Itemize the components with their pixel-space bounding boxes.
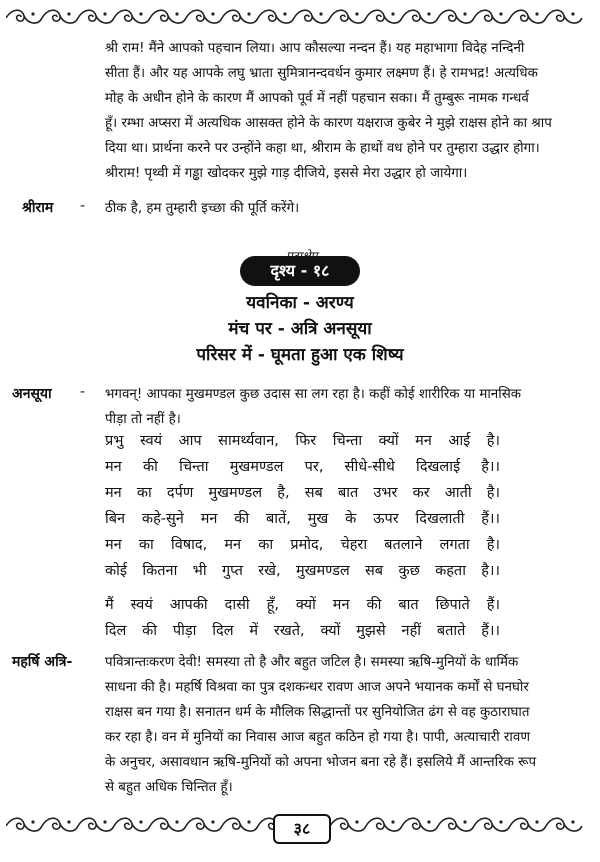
speaker-dash: - — [80, 384, 86, 400]
paragraph-line: श्री राम! मैंने आपको पहचान लिया। आप कौसल्या नन्दन हैं। यह महाभागा विदेह नन्दिनी — [105, 41, 525, 56]
verse-stanza-2 — [105, 592, 500, 644]
verse-line: प्रभु स्वयं आप सामर्थ्यवान, फिर चिन्ता क्यों मन आई है। — [105, 433, 500, 449]
atri-dialogue — [105, 650, 575, 800]
top-paragraph — [105, 36, 575, 186]
dialogue-line: साधना की है। महर्षि विश्रवा का पुत्र दशकन्धर रावण आज अपने भयानक कर्मों से घनघोर — [105, 680, 529, 695]
verse-stanza-1 — [105, 428, 500, 584]
top-ornamental-border — [6, 6, 594, 30]
anasuya-dialogue — [105, 382, 575, 432]
dialogue-line: पवित्रान्तःकरण देवी! समस्या तो है और बहुत जटिल है। समस्या ऋषि-मुनियों के धार्मिक — [105, 655, 519, 670]
scene-setting: यवनिका - अरण्य — [246, 293, 354, 313]
paragraph-line: सीता हैं। और यह आपके लघु भ्राता सुमित्रानन्दवर्धन कुमार लक्ष्मण हैं। हे रामभद्र! अत्यधिक — [105, 66, 538, 81]
page-number: ३८ — [273, 814, 331, 844]
dialogue-line: के अनुचर, असावधान ऋषि-मुनियों को अपना भोजन बना रहे हैं। इसलिये मैं आन्तरिक रूप — [105, 755, 537, 770]
verse-line: दिल की पीड़ा दिल में रखते, क्यों मुझसे नहीं बताते हैं।। — [105, 623, 500, 639]
verse-line: मैं स्वयं आपकी दासी हूँ, क्यों मन की बात छिपाते हैं। — [105, 597, 500, 613]
paragraph-line: श्रीराम! पृथ्वी में गड्ढा खोदकर मुझे गाड़ दीजिये, इससे मेरा उद्धार हो जायेगा। — [105, 166, 468, 181]
paragraph-line: दिया था। प्रार्थना करने पर उन्होंने कहा था, श्रीराम के हाथों वध होने पर तुम्हारा उद्धार होगा। — [105, 141, 540, 156]
paragraph-line: हूँ। रम्भा अप्सरा में अत्यधिक आसक्त होने के कारण यक्षराज कुबेर ने मुझे राक्षस होने का श्राप — [105, 116, 552, 131]
dialogue-line: से बहुत अधिक चिन्तित हूँ। — [105, 780, 233, 795]
dialogue-line: कर रहा है। वन में मुनियों का निवास आज बहुत कठिन हो गया है। पापी, अत्याचारी रावण — [105, 730, 530, 745]
speaker-maharshi-atri: महर्षि अत्रि- — [12, 654, 73, 670]
verse-line: मन की चिन्ता मुखमण्डल पर, सीधे-सीधे दिखलाई है।। — [105, 459, 500, 475]
speaker-shriram: श्रीराम — [22, 200, 54, 216]
verse-line: कोई कितना भी गुप्त रखे, मुखमण्डल सब कुछ कहता है।। — [105, 563, 500, 579]
scene-surrounding: परिसर में - घूमता हुआ एक शिष्य — [196, 345, 404, 365]
scene-stage: मंच पर - अत्रि अनसूया — [228, 319, 372, 339]
speaker-anasuya: अनसूया — [12, 386, 52, 402]
paragraph-line: मोह के अधीन होने के कारण मैं आपको पूर्व में नहीं पहचान सका। मैं तुम्बुरू नामक गन्धर्व — [105, 91, 529, 106]
dialogue-line: भगवन्! आपका मुखमण्डल कुछ उदास सा लग रहा है। कहीं कोई शारीरिक या मानसिक — [105, 387, 522, 402]
verse-line: मन का विषाद, मन का प्रमोद, चेहरा बतलाने लगता है। — [105, 537, 500, 553]
speaker-dash: - — [80, 198, 86, 214]
scene-number-badge: दृश्य - १८ — [240, 256, 360, 286]
verse-line: बिन कहे-सुने मन की बातें, मुख के ऊपर दिखलाती हैं।। — [105, 511, 500, 527]
verse-line: मन का दर्पण मुखमण्डल है, सब बात उभर कर आती है। — [105, 485, 500, 501]
dialogue-line: पीड़ा तो नहीं है। — [105, 412, 181, 427]
dialogue-line: राक्षस बन गया है। सनातन धर्म के मौलिक सिद्धान्तों पर सुनियोजित ढंग से वह कुठाराघात — [105, 705, 530, 720]
dialogue-line: ठीक है, हम तुम्हारी इच्छा की पूर्ति करेंगे। — [105, 201, 300, 216]
shriram-dialogue — [105, 196, 299, 221]
